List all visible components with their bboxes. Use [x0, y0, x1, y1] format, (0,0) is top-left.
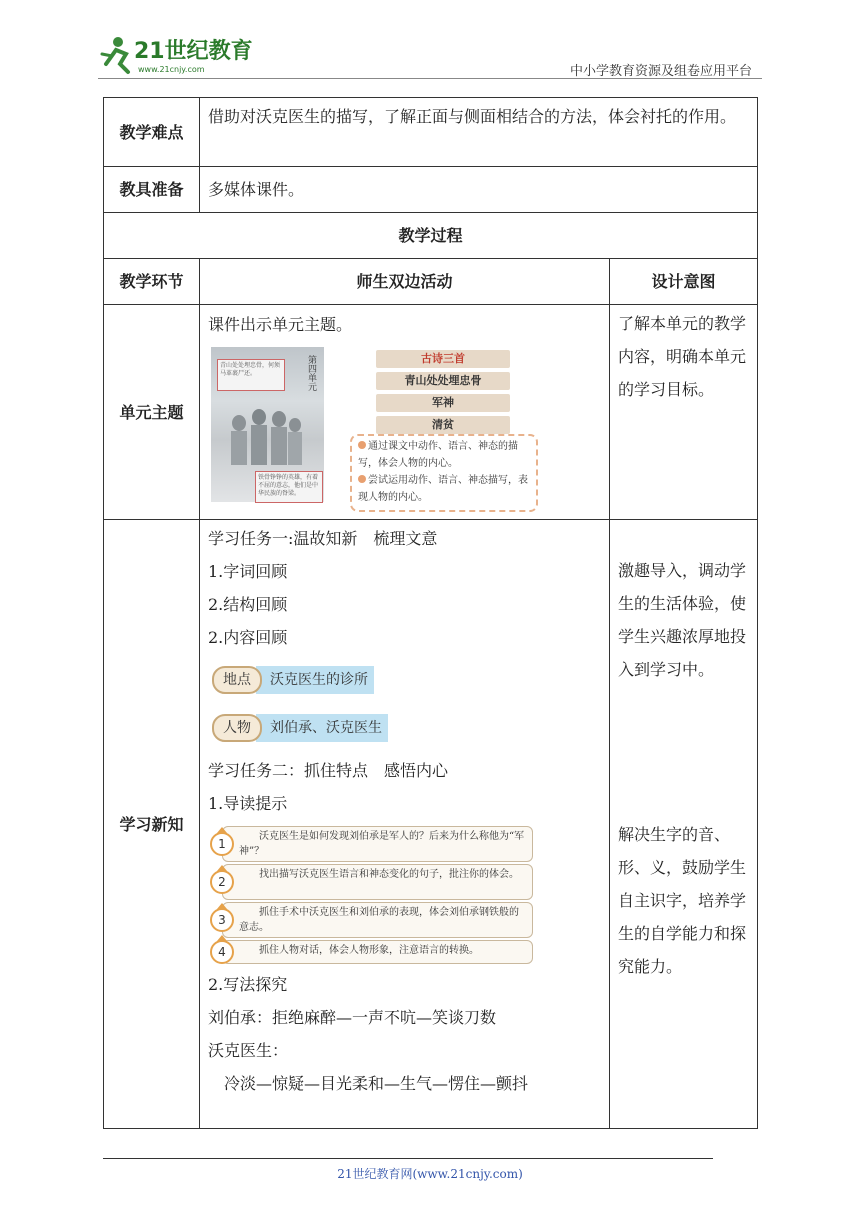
- site-logo: [98, 34, 268, 78]
- guide-text-1: 沃克医生是如何发现刘伯承是军人的？后来为什么称他为“军神”？: [222, 826, 533, 862]
- guide-number-3: 3: [210, 908, 234, 932]
- method-title: 2.写法探究: [208, 975, 288, 994]
- lesson-table: [103, 97, 758, 1129]
- row-unit-theme: [104, 305, 758, 520]
- unit-tag-2: 青山处处埋忠骨: [376, 372, 510, 390]
- unit-label: 单元主题: [104, 305, 200, 520]
- guide-text-2: 找出描写沃克医生语言和神态变化的句子，批注你的体会。: [222, 864, 533, 900]
- poster-title: 第四单元: [306, 355, 316, 391]
- unit-intro: 课件出示单元主题。: [208, 315, 353, 334]
- guide-item-4: [208, 938, 601, 964]
- guide-item-3: [208, 900, 601, 934]
- bullet-icon: [358, 441, 366, 449]
- unit-tag-1: 古诗三首: [376, 350, 510, 368]
- row-process-title: [104, 213, 758, 259]
- row-difficulty: [104, 98, 758, 167]
- person-banner: [212, 714, 601, 740]
- svg-text:21世纪教育: 21世纪教育: [134, 39, 253, 64]
- poster-quote: 青山处处埋忠骨，何须马革裹尸还。: [217, 359, 285, 391]
- col-header-activity: 师生双边活动: [200, 259, 610, 305]
- guide-text-4: 抓住人物对话，体会人物形象，注意语言的转换。: [222, 940, 533, 964]
- walker-chain: 冷淡—惊疑—目光柔和—生气—愣住—颤抖: [224, 1074, 529, 1093]
- unit-intent: 了解本单元的教学内容，明确本单元的学习目标。: [609, 305, 757, 520]
- task2-title: 学习任务二：抓住特点 感悟内心: [208, 761, 449, 780]
- guide-number-1: 1: [210, 832, 234, 856]
- guide-number-4: 4: [210, 940, 234, 964]
- liu-chain: 刘伯承：拒绝麻醉—一声不吭—笑谈刀数: [208, 1008, 497, 1027]
- unit-goal-1-text: 通过课文中动作、语言、神态的描写，体会人物的内心。: [358, 441, 518, 469]
- new-activity: [200, 520, 610, 1129]
- difficulty-label: 教学难点: [104, 98, 200, 167]
- task1-title: 学习任务一:温故知新 梳理文意: [208, 529, 438, 548]
- process-title: 教学过程: [104, 213, 758, 259]
- guide-text-3: 抓住手术中沃克医生和刘伯承的表现，体会刘伯承钢铁般的意志。: [222, 902, 533, 938]
- unit-goal-1: [358, 438, 530, 472]
- walker-label: 沃克医生：: [208, 1041, 289, 1060]
- guide-title: 1.导读提示: [208, 794, 288, 813]
- svg-text:www.21cnjy.com: www.21cnjy.com: [138, 65, 205, 74]
- task1-item-2: 2.结构回顾: [208, 595, 288, 614]
- difficulty-text: 借助对沃克医生的描写，了解正面与侧面相结合的方法，体会衬托的作用。: [200, 98, 758, 167]
- row-materials: [104, 167, 758, 213]
- unit-goals-box: [350, 434, 538, 512]
- guide-number-2: 2: [210, 870, 234, 894]
- task1-item-1: 1.字词回顾: [208, 562, 288, 581]
- task1-item-3: 2.内容回顾: [208, 628, 288, 647]
- header-divider: [98, 78, 762, 79]
- unit-goal-2-text: 尝试运用动作、语言、神态描写，表现人物的内心。: [358, 475, 528, 503]
- place-label: 地点: [212, 666, 262, 694]
- unit-poster-image: [211, 347, 324, 502]
- unit-activity: [200, 305, 610, 520]
- new-intent-1: 激趣导入，调动学生的生活体验，使学生兴趣浓厚地投入到学习中。: [617, 561, 746, 679]
- place-banner: [212, 666, 601, 692]
- guide-item-1: [208, 824, 601, 858]
- person-label: 人物: [212, 714, 262, 742]
- new-intent-2: 解决生字的音、形、义，鼓励学生自主识字，培养学生的自学能力和探究能力。: [617, 825, 746, 976]
- new-label: 学习新知: [104, 520, 200, 1129]
- bullet-icon: [358, 475, 366, 483]
- new-intent: [609, 520, 757, 1129]
- poster-note: 铁骨铮铮的英雄，有着不屈的意志，他们是中华民族的脊梁。: [255, 471, 323, 503]
- col-header-intent: 设计意图: [609, 259, 757, 305]
- materials-text: 多媒体课件。: [200, 167, 758, 213]
- unit-slide: [208, 347, 601, 515]
- person-value: 刘伯承、沃克医生: [256, 714, 388, 742]
- footer-text: 21世纪教育网(www.21cnjy.com): [337, 1167, 523, 1181]
- row-new-knowledge: [104, 520, 758, 1129]
- footer-divider: [103, 1158, 713, 1159]
- materials-label: 教具准备: [104, 167, 200, 213]
- unit-tag-3: 军神: [376, 394, 510, 412]
- unit-goal-2: [358, 472, 530, 506]
- header-platform-text: 中小学教育资源及组卷应用平台: [569, 64, 752, 79]
- soldiers-figures-icon: [225, 405, 305, 467]
- col-header-stage: 教学环节: [104, 259, 200, 305]
- place-value: 沃克医生的诊所: [256, 666, 374, 694]
- runner-logo-icon: [98, 34, 268, 78]
- unit-tag-4: 清贫: [376, 416, 510, 434]
- guide-item-2: [208, 862, 601, 896]
- row-column-headers: [104, 259, 758, 305]
